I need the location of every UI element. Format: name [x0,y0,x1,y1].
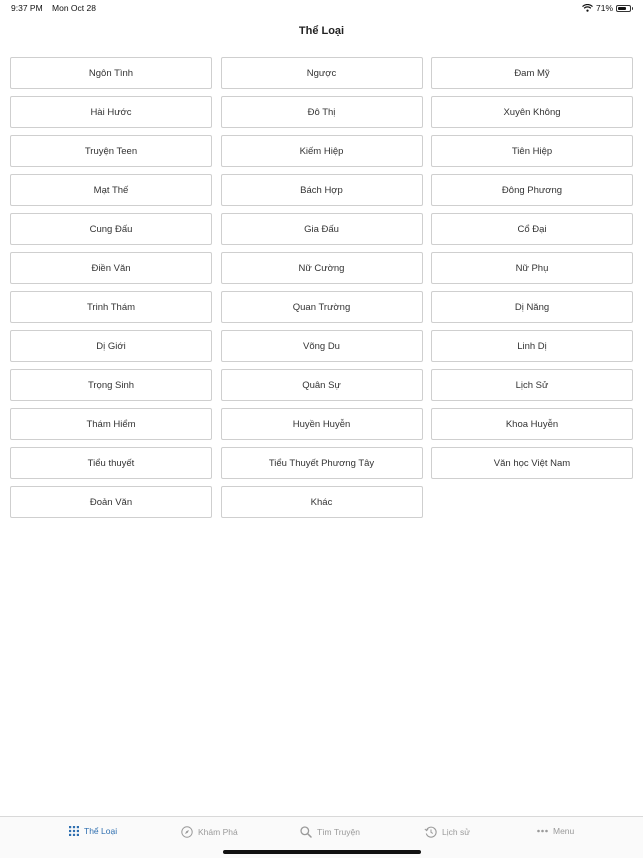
genre-button[interactable]: Kiếm Hiệp [221,135,423,167]
genre-button[interactable]: Võng Du [221,330,423,362]
genre-button[interactable]: Ngược [221,57,423,89]
tab-kham-pha[interactable] [181,826,238,838]
tab-tim-truyen[interactable] [300,826,360,838]
genre-button[interactable]: Quân Sự [221,369,423,401]
genre-button[interactable]: Tiểu Thuyết Phương Tây [221,447,423,479]
genre-button[interactable]: Quan Trường [221,291,423,323]
genre-button[interactable]: Truyện Teen [10,135,212,167]
page-title: Thể Loại [298,25,345,37]
genre-button[interactable]: Nữ Cường [221,252,423,284]
genre-button[interactable]: Dị Năng [431,291,633,323]
status-time: 9:37 PM [11,3,43,13]
tab-label: Khám Phá [198,827,238,837]
compass-icon [181,826,193,838]
status-date: Mon Oct 28 [52,3,96,13]
tab-the-loai[interactable] [69,826,117,836]
battery-fill [618,7,626,10]
genre-button[interactable]: Gia Đấu [221,213,423,245]
history-icon [424,826,437,838]
genre-button[interactable]: Linh Dị [431,330,633,362]
genre-button[interactable]: Điền Văn [10,252,212,284]
genre-button[interactable]: Xuyên Không [431,96,633,128]
tab-menu[interactable] [537,826,574,836]
genre-button[interactable]: Nữ Phụ [431,252,633,284]
genre-button[interactable]: Trinh Thám [10,291,212,323]
genre-button[interactable]: Thám Hiểm [10,408,212,440]
genre-button[interactable]: Đông Phương [431,174,633,206]
genre-button[interactable]: Cung Đấu [10,213,212,245]
tab-label: Lịch sử [442,827,470,837]
genre-button[interactable]: Hài Hước [10,96,212,128]
genre-button[interactable]: Trọng Sinh [10,369,212,401]
status-left [11,3,103,13]
search-icon [300,826,312,838]
genre-button[interactable]: Lịch Sử [431,369,633,401]
genre-grid [10,57,633,518]
genre-button[interactable]: Mạt Thế [10,174,212,206]
battery-percent: 71% [595,3,613,13]
more-icon [537,829,548,833]
genre-button[interactable]: Văn học Việt Nam [431,447,633,479]
status-bar [0,0,643,16]
genre-button[interactable]: Huyền Huyễn [221,408,423,440]
grid-icon [69,826,79,836]
genre-button[interactable]: Khác [221,486,423,518]
tab-label: Menu [553,826,575,836]
genre-button[interactable]: Đam Mỹ [431,57,633,89]
status-right [582,3,631,13]
genre-button[interactable]: Tiểu thuyết [10,447,212,479]
tab-bar [0,816,643,858]
genre-button[interactable]: Bách Hợp [221,174,423,206]
tab-lich-su[interactable] [424,826,470,838]
genre-button[interactable]: Tiên Hiệp [431,135,633,167]
genre-button[interactable]: Khoa Huyễn [431,408,633,440]
home-indicator [223,850,421,854]
tab-label: Thể Loại [84,826,118,836]
genre-button[interactable]: Đoản Văn [10,486,212,518]
wifi-icon [582,4,593,12]
genre-button[interactable]: Dị Giới [10,330,212,362]
tab-label: Tìm Truyện [317,827,360,837]
genre-button[interactable]: Ngôn Tình [10,57,212,89]
genre-button[interactable]: Đô Thị [221,96,423,128]
battery-icon [616,5,631,12]
genre-button[interactable]: Cổ Đại [431,213,633,245]
